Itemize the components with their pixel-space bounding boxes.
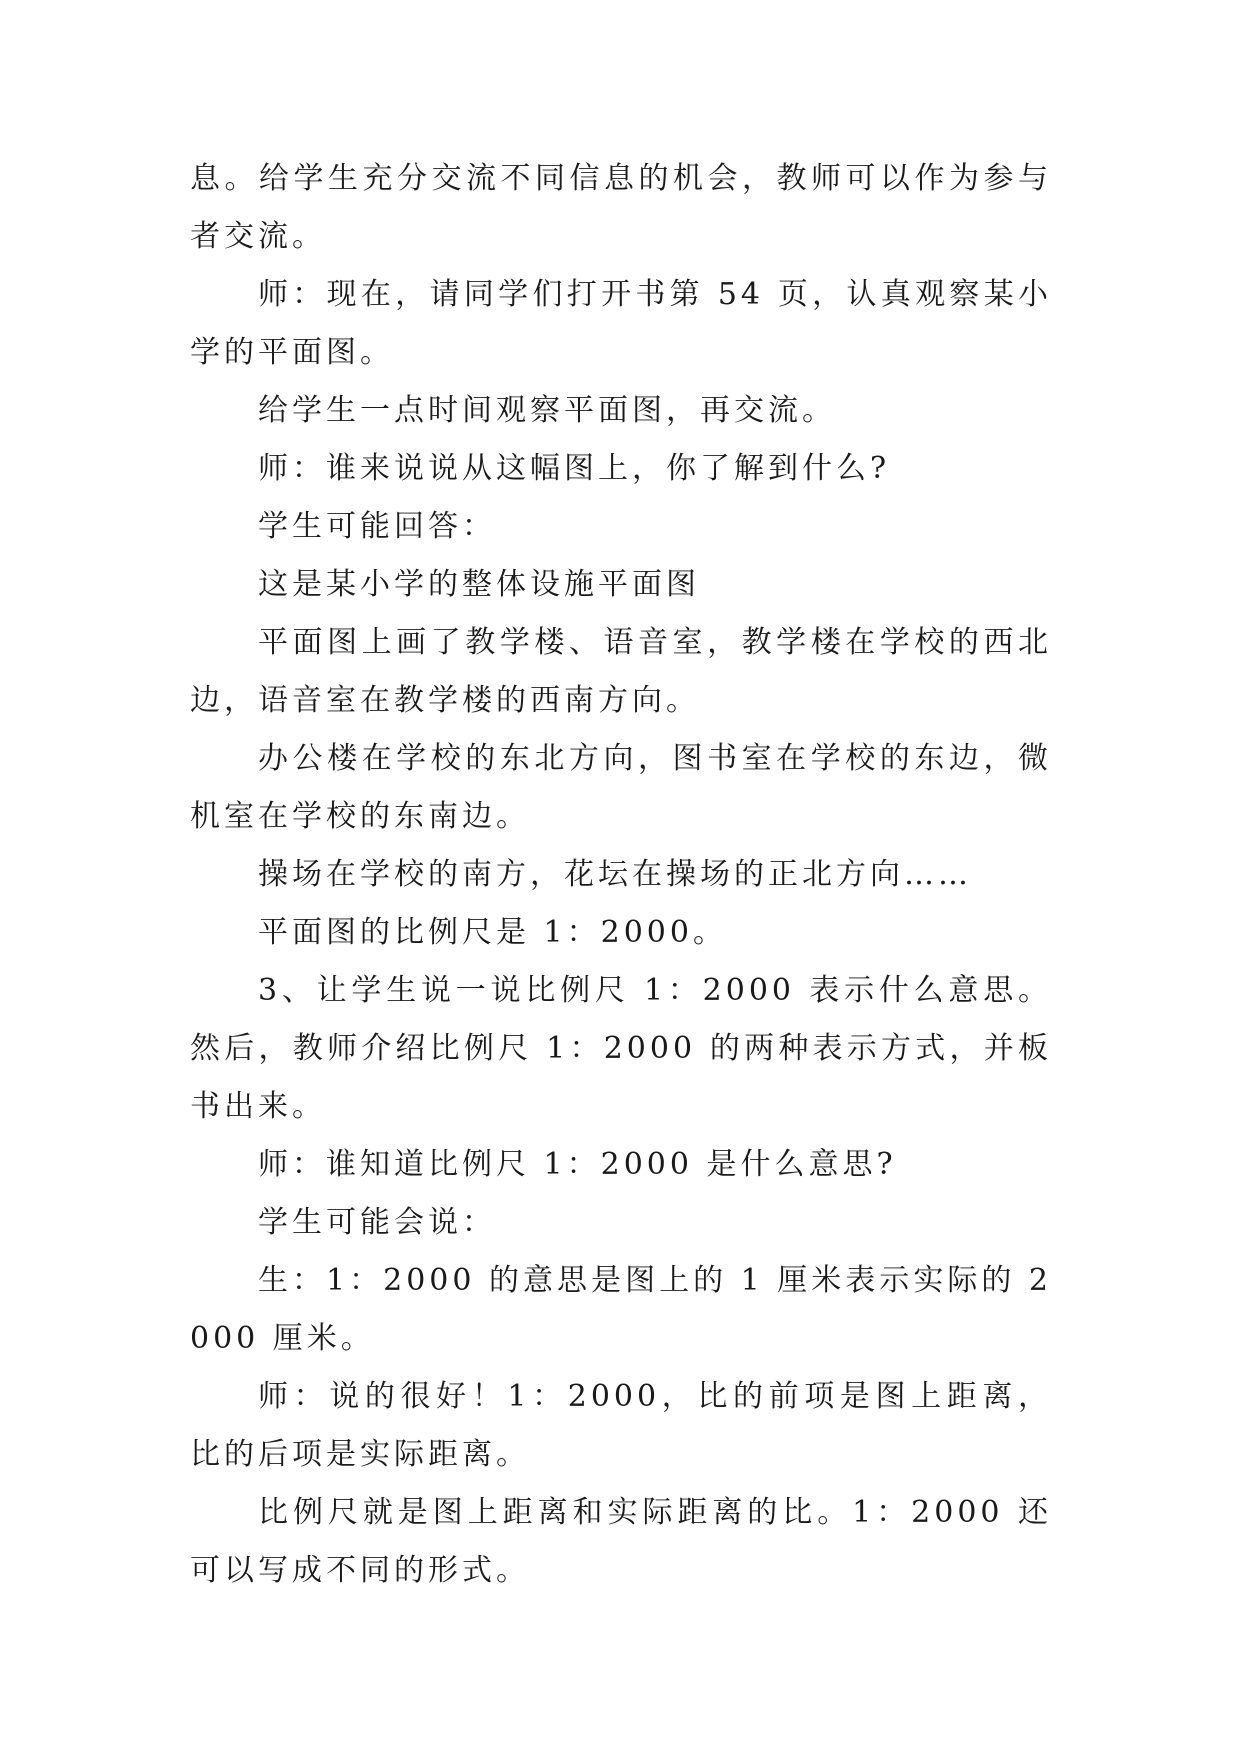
paragraph: 3、让学生说一说比例尺 1：2000 表示什么意思。然后，教师介绍比例尺 1：2000 的两种表示方式，并板书出来。 [190, 973, 1052, 1124]
paragraph: 平面图上画了教学楼、语音室，教学楼在学校的西北边，语音室在教学楼的西南方向。 [190, 625, 1052, 718]
paragraph: 给学生一点时间观察平面图，再交流。 [258, 393, 836, 428]
paragraph: 操场在学校的南方，花坛在操场的正北方向…… [258, 857, 972, 892]
paragraph: 比例尺就是图上距离和实际距离的比。1：2000 还可以写成不同的形式。 [190, 1495, 1052, 1588]
paragraph: 师：谁来说说从这幅图上，你了解到什么? [258, 451, 891, 486]
paragraph: 师：说的很好！1：2000，比的前项是图上距离，比的后项是实际距离。 [190, 1379, 1052, 1472]
paragraph: 平面图的比例尺是 1：2000。 [258, 915, 727, 950]
paragraph: 师：现在，请同学们打开书第 54 页，认真观察某小学的平面图。 [190, 277, 1052, 370]
paragraph: 师：谁知道比例尺 1：2000 是什么意思? [258, 1147, 897, 1182]
paragraph: 这是某小学的整体设施平面图 [258, 567, 700, 602]
document-body [190, 150, 1052, 1600]
paragraph: 办公楼在学校的东北方向，图书室在学校的东边，微机室在学校的东南边。 [190, 741, 1052, 834]
paragraph: 学生可能回答： [258, 509, 496, 544]
paragraph: 生：1：2000 的意思是图上的 1 厘米表示实际的 2000 厘米。 [190, 1263, 1052, 1356]
paragraph: 息。给学生充分交流不同信息的机会，教师可以作为参与者交流。 [190, 161, 1052, 254]
paragraph: 学生可能会说： [258, 1205, 496, 1240]
